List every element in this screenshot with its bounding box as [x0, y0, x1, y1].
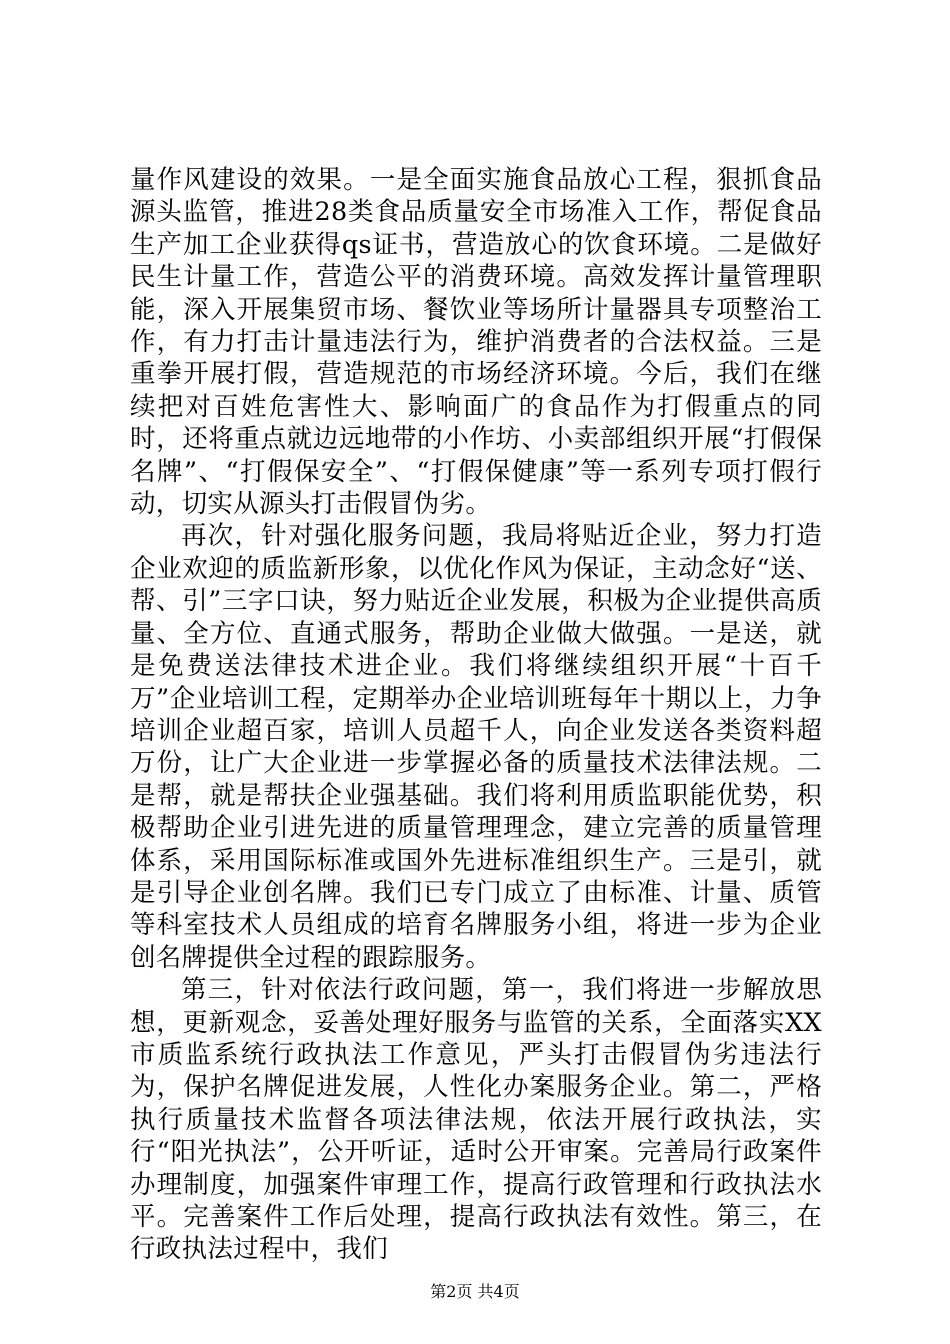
paragraph-3: 第三，针对依法行政问题，第一，我们将进一步解放思想，更新观念，妥善处理好服务与监管的关系，全面落实XX市质监系统行政执法工作意见，严头打击假冒伪劣违法行为，保护名牌促进发展，人性化办案服务企业。第二，严格执行质量技术监督各项法律法规，依法开展行政执法，实行“阳光执法”，公开听证，适时公开审案。完善局行政案件办理制度，加强案件审理工作，提高行政管理和行政执法水平。完善案件工作后处理，提高行政执法有效性。第三，在行政执法过程中，我们	[130, 975, 822, 1265]
page-number-footer: 第2页 共4页	[430, 1282, 520, 1301]
document-body	[130, 164, 822, 1266]
paragraph-1: 量作风建设的效果。一是全面实施食品放心工程，狠抓食品源头监管，推进28类食品质量安全市场准入工作，帮促食品生产加工企业获得qs证书，营造放心的饮食环境。二是做好民生计量工作，营造公平的消费环境。高效发挥计量管理职能，深入开展集贸市场、餐饮业等场所计量器具专项整治工作，有力打击计量违法行为，维护消费者的合法权益。三是重拳开展打假，营造规范的市场经济环境。今后，我们在继续把对百姓危害性大、影响面广的食品作为打假重点的同时，还将重点就边远地带的小作坊、小卖部组织开展“打假保名牌”、“打假保安全”、“打假保健康”等一系列专项打假行动，切实从源头打击假冒伪劣。	[130, 165, 822, 520]
paragraph-2: 再次，针对强化服务问题，我局将贴近企业，努力打造企业欢迎的质监新形象，以优化作风为保证，主动念好“送、帮、引”三字口诀，努力贴近企业发展，积极为企业提供高质量、全方位、直通式服务，帮助企业做大做强。一是送，就是免费送法律技术进企业。我们将继续组织开展“十百千万”企业培训工程，定期举办企业培训班每年十期以上，力争培训企业超百家，培训人员超千人，向企业发送各类资料超万份，让广大企业进一步掌握必备的质量技术法律法规。二是帮，就是帮扶企业强基础。我们将利用质监职能优势，积极帮助企业引进先进的质量管理理念，建立完善的质量管理体系，采用国际标准或国外先进标准组织生产。三是引，就是引导企业创名牌。我们已专门成立了由标准、计量、质管等科室技术人员组成的培育名牌服务小组，将进一步为企业创名牌提供全过程的跟踪服务。	[130, 521, 822, 973]
